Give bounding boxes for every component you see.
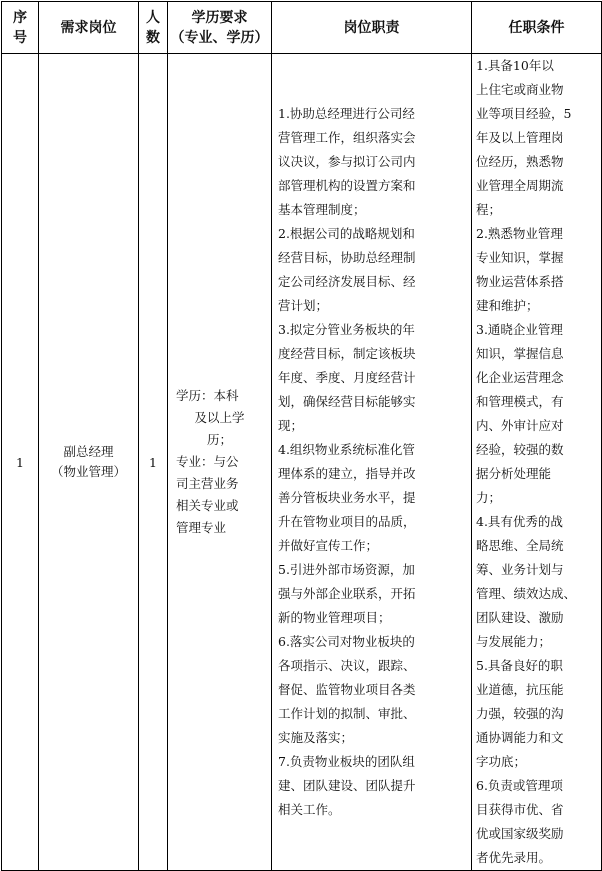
job-table bbox=[1, 1, 602, 871]
requirements-line: 管理、绩效达成、 bbox=[476, 586, 577, 601]
header-position: 需求岗位 bbox=[39, 2, 139, 54]
header-education: 学历要求 （专业、学历） bbox=[168, 2, 272, 54]
duties-line: 建、团队建设、团队提升 bbox=[278, 778, 416, 793]
header-count: 人 数 bbox=[139, 2, 168, 54]
duties-line: 划，确保经营目标能够实 bbox=[278, 394, 416, 409]
duties-line: 议决议，参与拟订公司内 bbox=[278, 154, 416, 169]
requirements-line: 团队建设、激励 bbox=[476, 610, 564, 625]
requirements-line: 力强，较强的沟 bbox=[476, 706, 564, 721]
requirements-line: 筹、业务计划与 bbox=[476, 562, 564, 577]
duties-line: 1.协助总经理进行公司经 bbox=[278, 106, 415, 121]
duties-line: 强与外部企业联系，开拓 bbox=[278, 586, 416, 601]
duties-line: 4.组织物业系统标准化管 bbox=[278, 442, 415, 457]
requirements-line: 与发展能力； bbox=[476, 634, 552, 649]
requirements-line: 略思维、全局统 bbox=[476, 538, 564, 553]
requirements-line: 业等项目经验，5 bbox=[476, 106, 572, 121]
cell-requirements bbox=[472, 54, 602, 871]
requirements-line: 物业运营体系搭 bbox=[476, 274, 564, 289]
duties-list bbox=[278, 102, 465, 822]
header-requirements: 任职条件 bbox=[472, 2, 602, 54]
requirements-line: 6.负责或管理项 bbox=[476, 778, 563, 793]
requirements-line: 目获得市优、省 bbox=[476, 802, 564, 817]
requirements-line: 业道德，抗压能 bbox=[476, 682, 564, 697]
requirements-line: 3.通晓企业管理 bbox=[476, 322, 563, 337]
requirements-line: 1.具备10年以 bbox=[476, 58, 554, 73]
requirements-line: 建和维护； bbox=[476, 298, 539, 313]
requirements-line: 业管理全周期流 bbox=[476, 178, 564, 193]
duties-line: 经营目标，协助总经理制 bbox=[278, 250, 416, 265]
requirements-line: 优或国家级奖励 bbox=[476, 826, 564, 841]
header-row bbox=[2, 2, 602, 54]
requirements-line: 2.熟悉物业管理 bbox=[476, 226, 563, 241]
requirements-line: 内、外审计应对 bbox=[476, 418, 564, 433]
duties-line: 善分管板块业务水平，提 bbox=[278, 490, 416, 505]
duties-line: 各项指示、决议，跟踪、 bbox=[278, 658, 416, 673]
requirements-line: 上住宅或商业物 bbox=[476, 82, 564, 97]
duties-line: 实施及落实； bbox=[278, 730, 354, 745]
duties-line: 6.落实公司对物业板块的 bbox=[278, 634, 415, 649]
requirements-line: 经验，较强的数 bbox=[476, 442, 564, 457]
requirements-line: 专业知识，掌握 bbox=[476, 250, 564, 265]
duties-line: 5.引进外部市场资源，加 bbox=[278, 562, 415, 577]
requirements-line: 据分析处理能 bbox=[476, 466, 552, 481]
duties-line: 2.根据公司的战略规划和 bbox=[278, 226, 415, 241]
duties-line: 营管理工作，组织落实会 bbox=[278, 130, 416, 145]
cell-count: 1 bbox=[139, 54, 168, 871]
duties-line: 部管理机构的设置方案和 bbox=[278, 178, 416, 193]
requirements-line: 位经历，熟悉物 bbox=[476, 154, 564, 169]
cell-position: 副总经理 （物业管理） bbox=[39, 54, 139, 871]
duties-line: 现； bbox=[278, 418, 304, 433]
requirements-line: 化企业运营理念 bbox=[476, 370, 564, 385]
cell-duties bbox=[272, 54, 472, 871]
header-duties: 岗位职责 bbox=[272, 2, 472, 54]
requirements-line: 通协调能力和文 bbox=[476, 730, 564, 745]
duties-line: 并做好宣传工作； bbox=[278, 538, 379, 553]
requirements-line: 力； bbox=[476, 490, 502, 505]
header-no: 序 号 bbox=[2, 2, 39, 54]
duties-line: 3.拟定分管业务板块的年 bbox=[278, 322, 415, 337]
requirements-line: 者优先录用。 bbox=[476, 850, 552, 865]
cell-no: 1 bbox=[2, 54, 39, 871]
duties-line: 相关工作。 bbox=[278, 802, 341, 817]
duties-line: 7.负责物业板块的团队组 bbox=[278, 754, 415, 769]
duties-line: 督促、监管物业项目各类 bbox=[278, 682, 416, 697]
duties-line: 基本管理制度； bbox=[278, 202, 366, 217]
requirements-line: 字功底； bbox=[476, 754, 527, 769]
duties-line: 年度、季度、月度经营计 bbox=[278, 370, 416, 385]
duties-line: 度经营目标，制定该板块 bbox=[278, 346, 416, 361]
requirements-line: 和管理模式，有 bbox=[476, 394, 564, 409]
duties-line: 定公司经济发展目标、经 bbox=[278, 274, 416, 289]
duties-line: 理体系的建立，指导并改 bbox=[278, 466, 416, 481]
requirements-list bbox=[476, 54, 597, 870]
duties-line: 升在管物业项目的品质， bbox=[278, 514, 416, 529]
requirements-line: 4.具有优秀的战 bbox=[476, 514, 563, 529]
requirements-line: 知识，掌握信息 bbox=[476, 346, 564, 361]
requirements-line: 5.具备良好的职 bbox=[476, 658, 563, 673]
duties-line: 营计划； bbox=[278, 298, 329, 313]
requirements-line: 程； bbox=[476, 202, 502, 217]
duties-line: 工作计划的拟制、审批、 bbox=[278, 706, 416, 721]
cell-education: 学历：本科 及以上学 历； 专业：与公 司主营业务 相关专业或 管理专业 bbox=[168, 54, 272, 871]
table-row bbox=[2, 54, 602, 871]
duties-line: 新的物业管理项目； bbox=[278, 610, 391, 625]
requirements-line: 年及以上管理岗 bbox=[476, 130, 564, 145]
